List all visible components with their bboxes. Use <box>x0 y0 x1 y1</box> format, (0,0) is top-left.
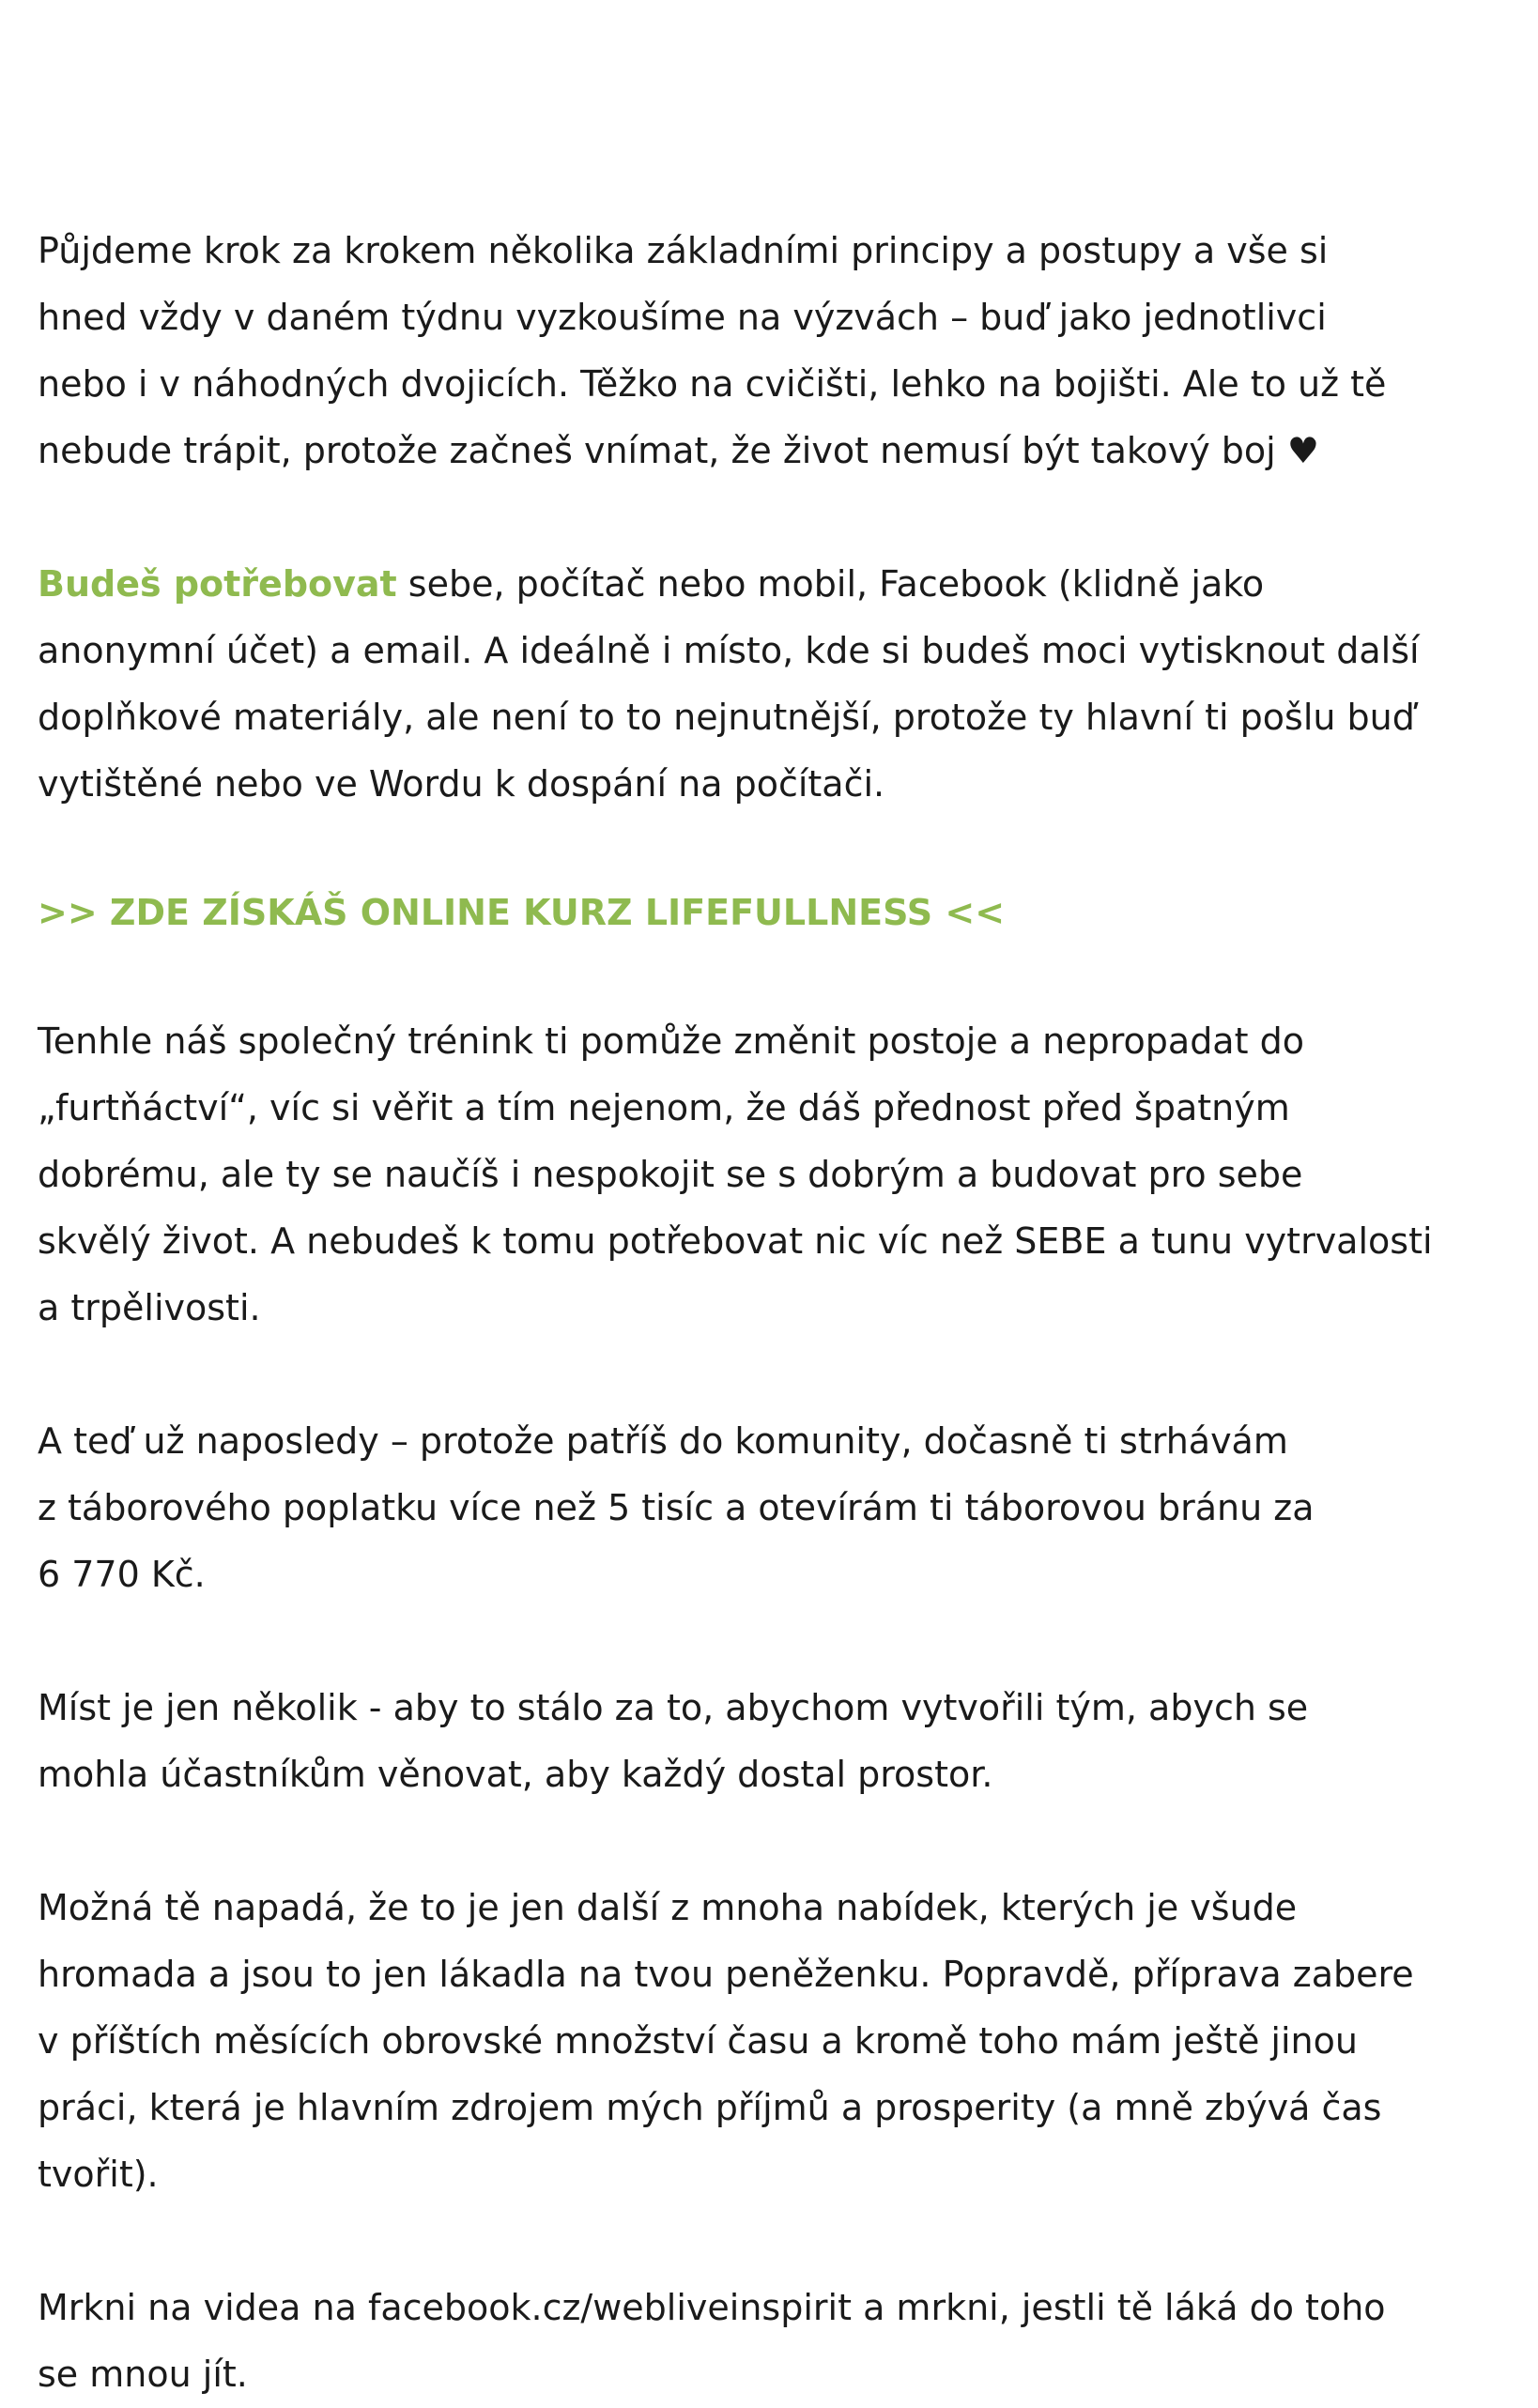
text-line: 6 770 Kč. <box>38 1554 206 1595</box>
text-line: doplňkové materiály, ale není to to nejnutnější, protože ty hlavní ti pošlu buď <box>38 697 1415 738</box>
paragraph-spacer <box>38 484 1502 551</box>
requirements-text: sebe, počítač nebo mobil, Facebook (klidně jako <box>396 563 1265 605</box>
paragraph-preparation <box>38 1875 1502 2208</box>
paragraph-price-offer <box>38 1408 1502 1608</box>
paragraph-spacer <box>38 2208 1502 2275</box>
text-line: hned vždy v daném týdnu vyzkoušíme na výzvách – buď jako jednotlivci <box>38 297 1327 338</box>
text-line: v příštích měsících obrovské množství času a kromě toho mám ještě jinou <box>38 2020 1358 2062</box>
requirements-highlight: Budeš potřebovat <box>38 563 397 605</box>
text-line: tvořit). <box>38 2154 159 2195</box>
text-line <box>38 551 1502 618</box>
paragraph-spacer <box>38 1808 1502 1875</box>
paragraph-spacer <box>38 946 1502 1008</box>
paragraph-requirements <box>38 551 1502 818</box>
text-line: dobrému, ale ty se naučíš i nespokojit se s dobrým a budovat pro sebe <box>38 1154 1303 1195</box>
text-line: nebude trápit, protože začneš vnímat, že život nemusí být takový boj ♥ <box>38 430 1319 471</box>
paragraph-course-intro <box>38 218 1502 484</box>
text-line: Mrkni na videa na facebook.cz/webliveinspirit a mrkni, jestli tě láká do toho <box>38 2287 1386 2328</box>
text-line: A teď už naposledy – protože patříš do komunity, dočasně ti strhávám <box>38 1420 1288 1462</box>
text-line: a trpělivosti. <box>38 1287 261 1328</box>
text-line: se mnou jít. <box>38 2354 248 2395</box>
text-line: anonymní účet) a email. A ideálně i místo, kde si budeš moci vytisknout další <box>38 630 1420 671</box>
text-line: Tenhle náš společný trénink ti pomůže změnit postoje a nepropadat do <box>38 1020 1304 1062</box>
paragraph-videos <box>38 2275 1502 2408</box>
document-body <box>38 218 1502 2408</box>
text-line: vytištěné nebo ve Wordu k dospání na počítači. <box>38 763 885 805</box>
paragraph-training-benefits <box>38 1008 1502 1342</box>
paragraph-spacer <box>38 1342 1502 1408</box>
course-signup-link[interactable]: >> ZDE ZÍSKÁŠ ONLINE KURZ LIFEFULLNESS << <box>38 892 1006 933</box>
paragraph-limited-spots <box>38 1675 1502 1808</box>
text-line: Míst je jen několik - aby to stálo za to, abychom vytvořili tým, abych se <box>38 1687 1309 1728</box>
text-line: nebo i v náhodných dvojicích. Těžko na cvičišti, lehko na bojišti. Ale to už tě <box>38 363 1387 405</box>
text-line: „furtňáctví“, víc si věřit a tím nejenom, že dáš přednost před špatným <box>38 1087 1290 1128</box>
text-line: z táborového poplatku více než 5 tisíc a otevírám ti táborovou bránu za <box>38 1487 1315 1528</box>
paragraph-spacer <box>38 818 1502 880</box>
paragraph-spacer <box>38 1608 1502 1675</box>
text-line: Půjdeme krok za krokem několika základními principy a postupy a vše si <box>38 230 1329 271</box>
text-line: mohla účastníkům věnovat, aby každý dostal prostor. <box>38 1754 993 1795</box>
text-line: Možná tě napadá, že to je jen další z mnoha nabídek, kterých je všude <box>38 1887 1298 1928</box>
text-line: práci, která je hlavním zdrojem mých příjmů a prosperity (a mně zbývá čas <box>38 2087 1382 2128</box>
text-line: skvělý život. A nebudeš k tomu potřebovat nic víc než SEBE a tunu vytrvalosti <box>38 1220 1433 1262</box>
text-line: hromada a jsou to jen lákadla na tvou peněženku. Popravdě, příprava zabere <box>38 1954 1414 1995</box>
